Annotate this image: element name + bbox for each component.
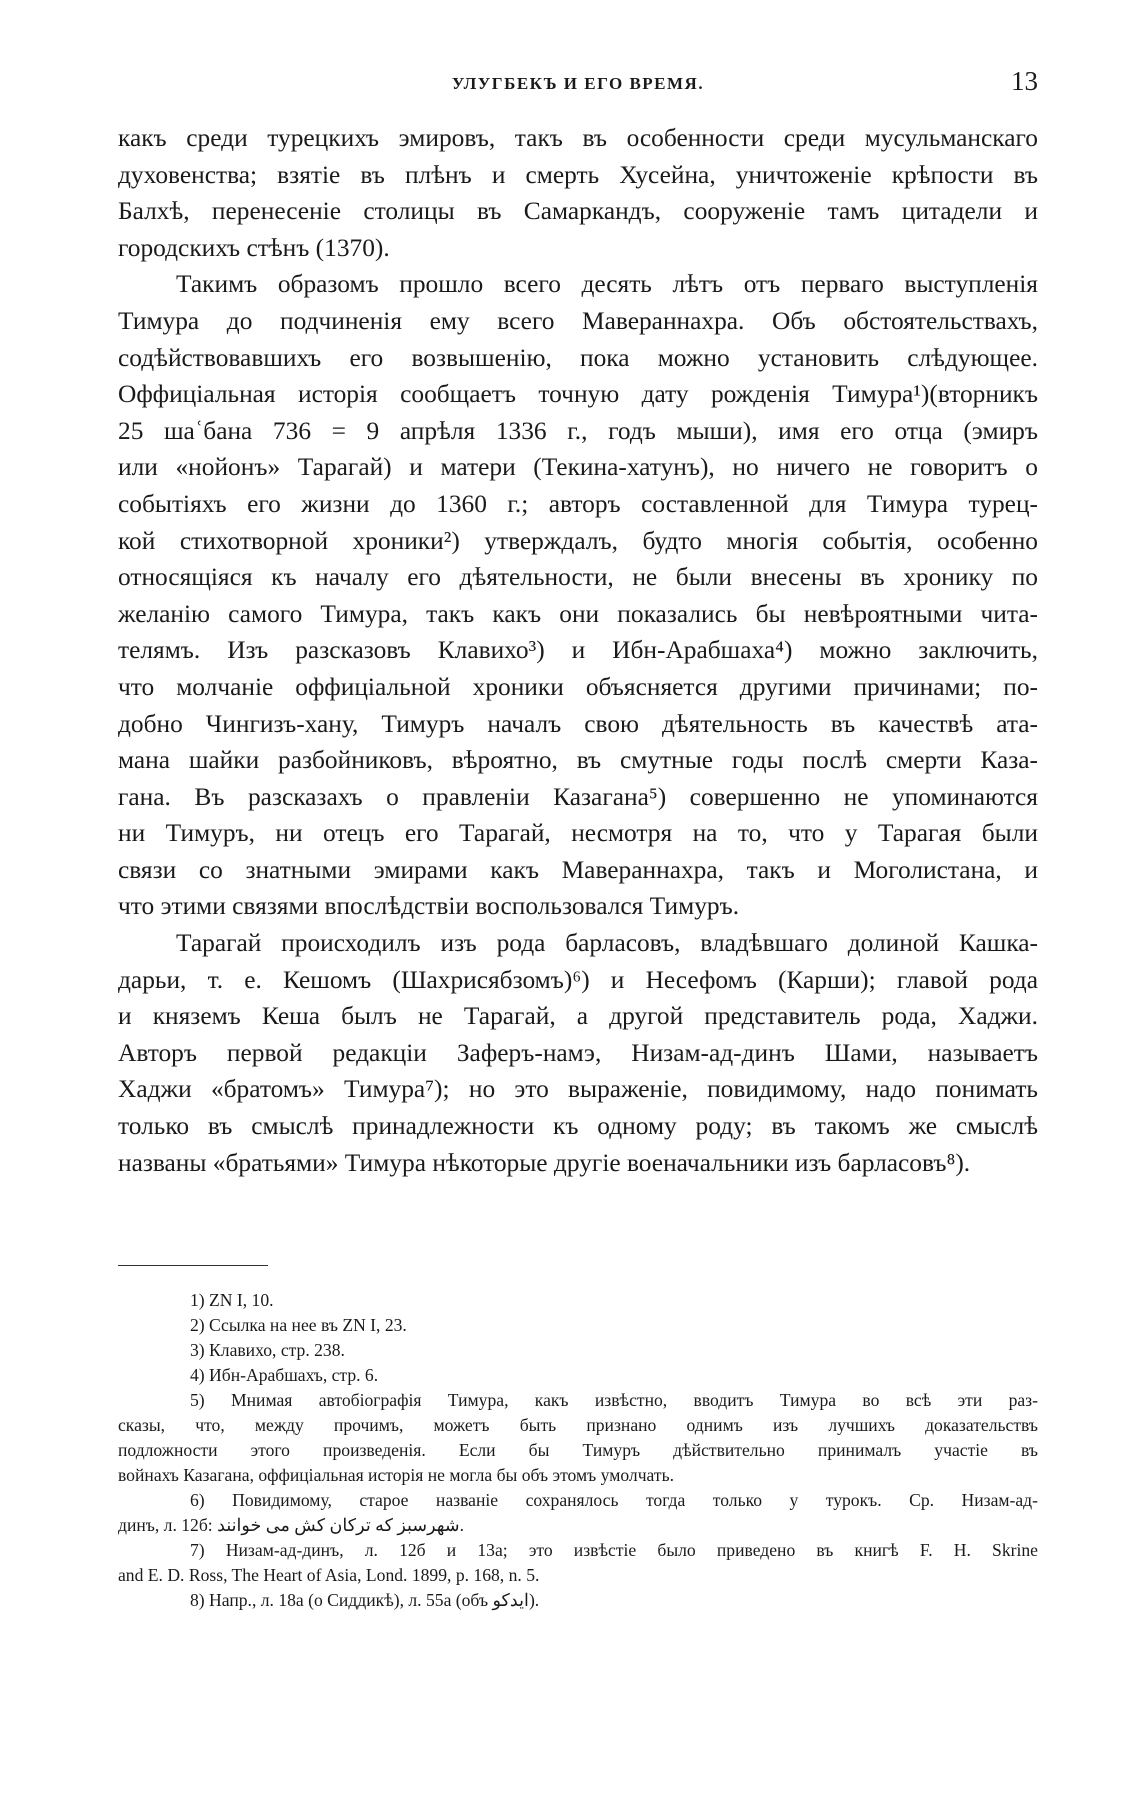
- text-line: Хаджи «братомъ» Тимура⁷); но это выраженіе, повидимому, надо понимать: [118, 1075, 1038, 1104]
- text-line: 25 шаʿбана 736 = 9 апрѣля 1336 г., годъ мыши), имя его отца (эмиръ: [118, 416, 1038, 445]
- footnote-line: 6) Повидимому, старое названіе сохранялось тогда только у турокъ. Ср. Низам-ад-: [190, 1490, 1038, 1510]
- page-number: 13: [1011, 66, 1038, 96]
- text-line: добно Чингизъ-хану, Тимуръ началъ свою дѣятельность въ качествѣ ата-: [118, 709, 1038, 738]
- footnote-line: 5) Мнимая автобіографія Тимура, какъ извѣстно, вводитъ Тимура во всѣ эти раз-: [190, 1390, 1038, 1410]
- footnote-line: 3) Клавихо, стр. 238.: [190, 1340, 345, 1360]
- footnote: [118, 1363, 1038, 1388]
- body-text: [118, 120, 1038, 1181]
- text-line: относящіяся къ началу его дѣятельности, не были внесены въ хронику по: [118, 563, 1038, 592]
- text-line: или «нойонъ» Тарагай) и матери (Текина-хатунъ), но ничего не говоритъ о: [118, 453, 1038, 482]
- footnotes: [118, 1288, 1038, 1613]
- footnote-line: сказы, что, между прочимъ, можетъ быть признано однимъ изъ лучшихъ доказательствъ: [118, 1415, 1038, 1435]
- text-line: мана шайки разбойниковъ, вѣроятно, въ смутные годы послѣ смерти Каза-: [118, 746, 1038, 775]
- text-line: гана. Въ разсказахъ о правленіи Казагана⁵) совершенно не упоминаются: [118, 782, 1038, 811]
- footnote: [118, 1588, 1038, 1613]
- text-line: Тимура до подчиненія ему всего Мавераннахра. Объ обстоятельствахъ,: [118, 306, 1038, 335]
- text-line: телямъ. Изъ разсказовъ Клавихо³) и Ибн-Арабшаха⁴) можно заключить,: [118, 636, 1038, 665]
- text-line: городскихъ стѣнъ (1370).: [118, 233, 390, 262]
- text-line: только въ смыслѣ принадлежности къ одному роду; въ такомъ же смыслѣ: [118, 1112, 1038, 1141]
- footnote-line: and E. D. Ross, The Heart of Asia, Lond. 1899, p. 168, n. 5.: [118, 1565, 540, 1585]
- text-line: событіяхъ его жизни до 1360 г.; авторъ составленной для Тимура турец-: [118, 489, 1038, 518]
- text-line: Оффиціальная исторія сообщаетъ точную дату рожденія Тимура¹)(вторникъ: [118, 380, 1038, 409]
- text-line: желанію самого Тимура, такъ какъ они показались бы невѣроятными чита-: [118, 599, 1038, 628]
- footnote-line: подложности этого произведенія. Если бы Тимуръ дѣйствительно принималъ участіе въ: [118, 1440, 1038, 1460]
- text-line: кой стихотворной хроники²) утверждалъ, будто многія событія, особенно: [118, 526, 1038, 555]
- text-line: ни Тимуръ, ни отецъ его Тарагай, несмотря на то, что у Тарагая были: [118, 819, 1038, 848]
- footnote: [118, 1338, 1038, 1363]
- footnote-line: динъ, л. 12б: شهرسبز كه تركان كش مى خوانند.: [118, 1515, 465, 1535]
- footnote-line: войнахъ Казагана, оффиціальная исторія не могла бы объ этомъ умолчать.: [118, 1465, 675, 1485]
- page-header: [118, 64, 1038, 104]
- footnote-line: 4) Ибн-Арабшахъ, стр. 6.: [190, 1365, 379, 1385]
- text-line: духовенства; взятіе въ плѣнъ и смерть Хусейна, уничтоженіе крѣпости въ: [118, 160, 1038, 189]
- footnote-line: 2) Ссылка на нее въ ZN I, 23.: [190, 1315, 407, 1335]
- text-line: Балхѣ, перенесеніе столицы въ Самаркандъ, сооруженіе тамъ цитадели и: [118, 197, 1038, 226]
- text-line: и княземъ Кеша былъ не Тарагай, а другой представитель рода, Хаджи.: [118, 1002, 1038, 1031]
- text-line: Авторъ первой редакціи Заферъ-намэ, Низам-ад-динъ Шами, называетъ: [118, 1038, 1038, 1067]
- text-line: что этими связями впослѣдствіи воспользовался Тимуръ.: [118, 892, 740, 921]
- text-line: Такимъ образомъ прошло всего десять лѣтъ отъ перваго выступленія: [176, 270, 1038, 299]
- text-line: названы «братьями» Тимура нѣкоторые другіе военачальники изъ барласовъ⁸).: [118, 1148, 971, 1177]
- text-line: что молчаніе оффиціальной хроники объясняется другими причинами; по-: [118, 672, 1038, 701]
- footnote: [118, 1313, 1038, 1338]
- text-line: Тарагай происходилъ изъ рода барласовъ, владѣвшаго долиной Кашка-: [176, 929, 1038, 958]
- footnote: [118, 1388, 1038, 1488]
- footnote: [118, 1488, 1038, 1538]
- footnote-line: 1) ZN I, 10.: [190, 1290, 274, 1310]
- text-line: содѣйствовавшихъ его возвышенію, пока можно установить слѣдующее.: [118, 343, 1038, 372]
- footnote-line: 7) Низам-ад-динъ, л. 12б и 13а; это извѣстіе было приведено въ книгѣ F. H. Skrine: [190, 1540, 1038, 1560]
- footnote: [118, 1538, 1038, 1588]
- running-head: УЛУГБЕКЪ И ЕГО ВРЕМЯ.: [451, 74, 705, 93]
- text-line: связи со знатными эмирами какъ Мавераннахра, такъ и Моголистана, и: [118, 855, 1038, 884]
- text-line: какъ среди турецкихъ эмировъ, такъ въ особенности среди мусульманскаго: [118, 124, 1038, 152]
- footnote-line: 8) Напр., л. 18а (о Сиддикѣ), л. 55а (объ ايدكو).: [190, 1590, 540, 1610]
- footnote: [118, 1288, 1038, 1313]
- footnote-rule: [118, 1265, 268, 1266]
- text-line: дарьи, т. е. Кешомъ (Шахрисябзомъ)⁶) и Несефомъ (Карши); главой рода: [118, 965, 1038, 994]
